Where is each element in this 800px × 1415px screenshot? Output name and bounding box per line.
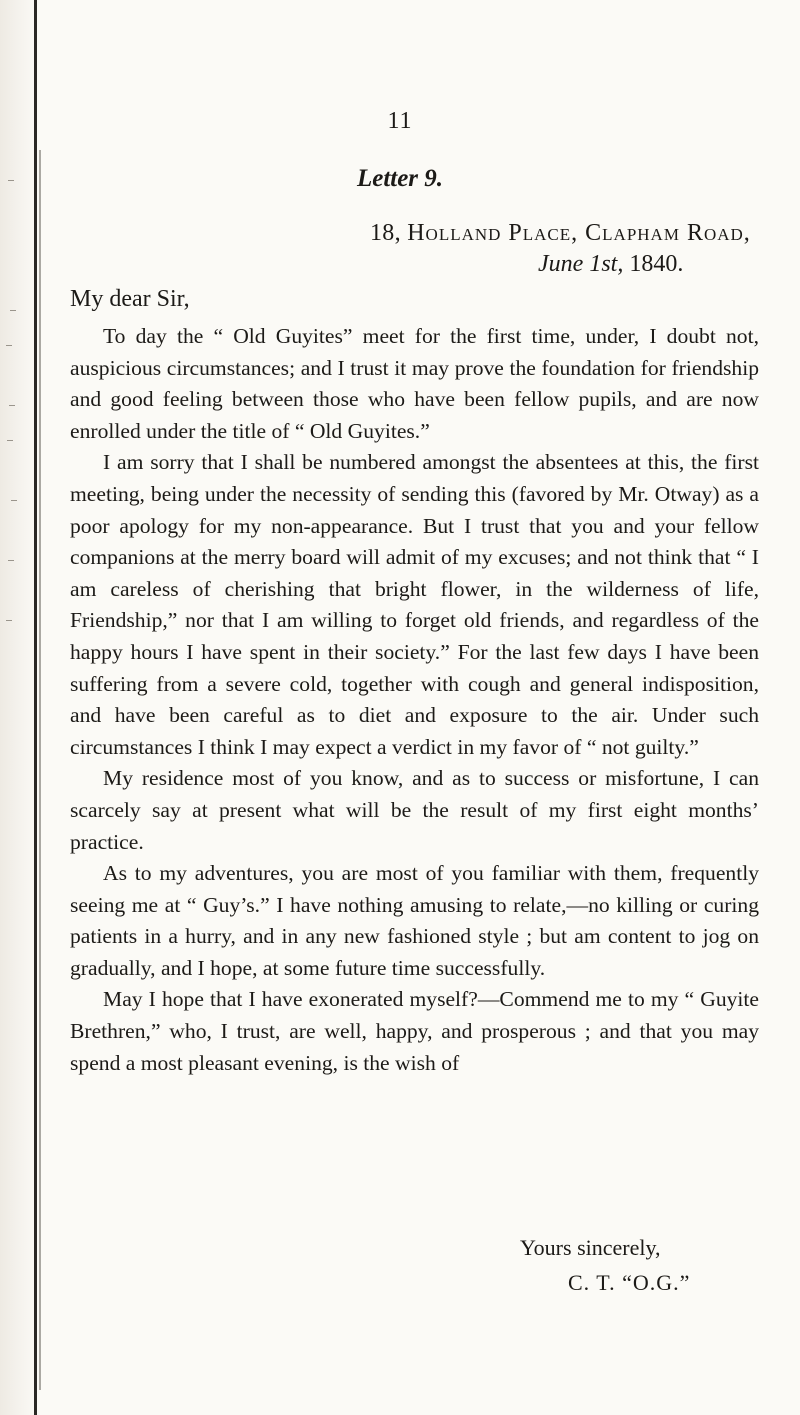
page-number: 11 bbox=[387, 108, 413, 134]
letter-date bbox=[538, 251, 683, 278]
page-gutter bbox=[0, 0, 38, 1415]
address-street: Holland Place, Clapham Road, bbox=[407, 220, 751, 246]
paragraph: My residence most of you know, and as to success or misfortune, I can scarcely say at present what will be the result of my first eight months’ practice. bbox=[70, 766, 759, 854]
paragraph: May I hope that I have exonerated myself?—Commend me to my “ Guyite Brethren,” who, I trust, are well, happy, and prosperous ; and that you may spend a most pleasant evening, is the wish of bbox=[70, 987, 759, 1075]
date-month: June bbox=[538, 251, 584, 277]
address-number: 18, bbox=[370, 220, 401, 246]
paragraph: To day the “ Old Guyites” meet for the first time, under, I doubt not, auspicious circumstances; and I trust it may prove the foundation for friendship and good feeling between those who have been fellow pupils, and are now enrolled under the title of “ Old Guyites.” bbox=[70, 324, 759, 443]
salutation: My dear Sir, bbox=[70, 286, 190, 312]
letter-heading: Letter 9. bbox=[356, 165, 444, 192]
binding-shadow bbox=[39, 150, 41, 1390]
closing: Yours sincerely, bbox=[520, 1235, 661, 1260]
sender-address bbox=[370, 220, 751, 247]
paragraph: I am sorry that I shall be numbered amongst the absentees at this, the first meeting, being under the necessity of sending this (favored by Mr. Otway) as a poor apology for my non-appearance. But I trust that you and your fellow companions at the merry board will admit of my excuses; and not think that “ I am careless of cherishing that bright flower, in the wilderness of life, Friendship,” nor that I am willing to forget old friends, and regardless of the happy hours I have spent in their society.” For the last few days I have been suffering from a severe cold, together with cough and general indisposition, and have been careful as to diet and exposure to the air. Under such circumstances I think I may expect a verdict in my favor of “ not guilty.” bbox=[70, 450, 759, 759]
signature: C. T. “O.G.” bbox=[568, 1270, 691, 1295]
date-year: 1840. bbox=[629, 251, 684, 277]
letter-body bbox=[70, 321, 759, 1079]
binding-edge bbox=[34, 0, 37, 1415]
paragraph: As to my adventures, you are most of you familiar with them, frequently seeing me at “ Guy’s.” I have nothing amusing to relate,—no killing or curing patients in a hurry, and in any new fashioned style ; but am content to jog on gradually, and I hope, at some future time successfully. bbox=[70, 861, 759, 980]
date-day: 1st, bbox=[589, 251, 624, 277]
